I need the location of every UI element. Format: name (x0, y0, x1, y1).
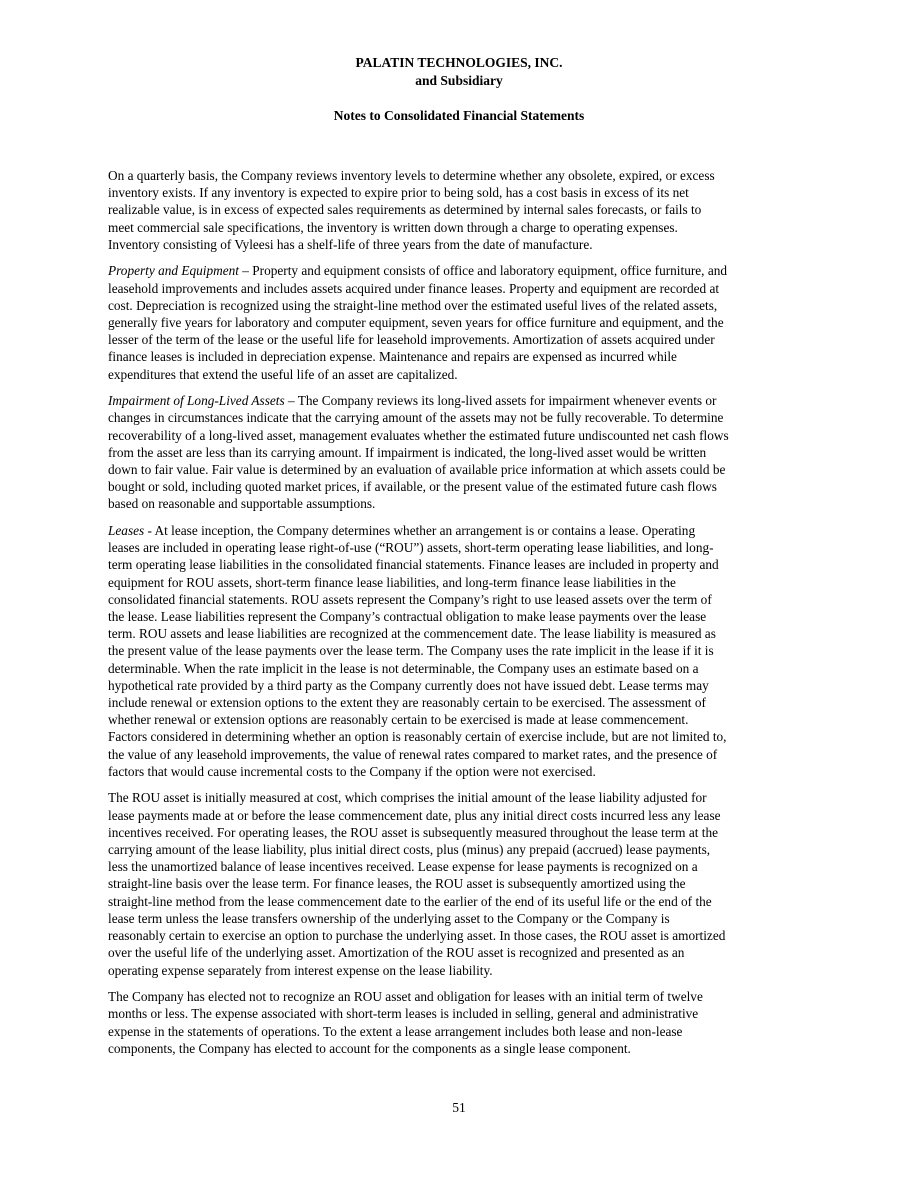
text-line: Factors considered in determining whether an option is reasonably certain of exercise include, but are not limited to, (108, 729, 727, 745)
text-line: include renewal or extension options to the extent they are reasonably certain to be exercised. The assessment of (108, 695, 706, 711)
text-line: term. ROU assets and lease liabilities are recognized at the commencement date. The lease liability is measured as (108, 626, 716, 642)
text-line: components, the Company has elected to account for the components as a single lease component. (108, 1040, 631, 1056)
text-line: consolidated financial statements. ROU assets represent the Company’s right to use leased assets over the term of (108, 591, 712, 607)
text-line: finance leases is included in depreciation expense. Maintenance and repairs are expensed as incurred while (108, 349, 677, 365)
text-line: straight-line method from the lease commencement date to the earlier of the end of its useful life or the end of the (108, 893, 712, 909)
text-line: cost. Depreciation is recognized using the straight-line method over the estimated useful lives of the related assets, (108, 297, 718, 313)
paragraph-impairment (108, 392, 811, 512)
text-line: lease term unless the lease transfers ownership of the underlying asset to the Company or the Company is (108, 910, 670, 926)
text-line: On a quarterly basis, the Company reviews inventory levels to determine whether any obsolete, expired, or excess (108, 168, 715, 183)
paragraph-leases (108, 522, 811, 780)
subsidiary-line: and Subsidiary (415, 73, 503, 88)
text-line: the present value of the lease payments over the lease term. The Company uses the rate implicit in the lease if it is (108, 643, 714, 659)
text-line: expense in the statements of operations. To the extent a lease arrangement includes both lease and non-lease (108, 1023, 683, 1039)
text-line: term operating lease liabilities in the consolidated financial statements. Finance leases are included in property and (108, 557, 719, 573)
text-line: meet commercial sale specifications, the inventory is written down through a charge to operating expenses. (108, 219, 678, 235)
paragraph-heading: Leases (108, 523, 145, 539)
text-line (108, 262, 811, 279)
text-line: The Company has elected not to recognize an ROU asset and obligation for leases with an initial term of twelve (108, 989, 703, 1005)
paragraph-property-equipment (108, 262, 811, 382)
text-line: inventory exists. If any inventory is expected to expire prior to being sold, has a cost basis in excess of its net (108, 185, 689, 201)
paragraph-rou-asset (108, 789, 811, 978)
text-line (108, 392, 811, 409)
text-line: whether renewal or extension options are reasonably certain to be exercised is made at lease commencement. (108, 712, 689, 728)
text-line: equipment for ROU assets, short-term finance lease liabilities, and long-term finance lease liabilities in the (108, 574, 676, 590)
text-line: straight-line basis over the lease term. For finance leases, the ROU asset is subsequently amortized using the (108, 876, 686, 892)
text-line: lease payments made at or before the lease commencement date, plus any initial direct costs incurred less any lease (108, 807, 721, 823)
text-line: based on reasonable and supportable assumptions. (108, 496, 376, 512)
text-line: the lease. Lease liabilities represent the Company’s contractual obligation to make lease payments over the lease (108, 609, 707, 625)
paragraph-short-term-leases (108, 988, 811, 1057)
text-line: expenditures that extend the useful life of an asset are capitalized. (108, 366, 458, 382)
company-name: PALATIN TECHNOLOGIES, INC. (355, 55, 563, 70)
text-line: realizable value, is in excess of expected sales requirements as determined by internal sales forecasts, or fails to (108, 202, 702, 218)
text-line: down to fair value. Fair value is determined by an evaluation of available price information at which assets could be (108, 462, 726, 478)
document-body (108, 167, 811, 1066)
text-line: less the unamortized balance of lease incentives received. Lease expense for lease payments is recognized on a (108, 859, 698, 875)
text-run: – The Company reviews its long-lived assets for impairment whenever events or (284, 393, 717, 409)
text-run: - At lease inception, the Company determines whether an arrangement is or contains a lease. Operating (144, 523, 696, 539)
paragraph-heading: Property and Equipment (108, 263, 239, 279)
text-line: leases are included in operating lease right-of-use (“ROU”) assets, short-term operating lease liabilities, and long- (108, 540, 714, 556)
text-line: leasehold improvements and includes assets acquired under finance leases. Property and equipment are recorded at (108, 280, 720, 296)
text-line: incentives received. For operating leases, the ROU asset is subsequently measured throughout the lease term at the (108, 824, 719, 840)
text-line: determinable. When the rate implicit in the lease is not determinable, the Company uses an estimate based on a (108, 660, 699, 676)
paragraph-inventory (108, 167, 811, 253)
text-line: from the asset are less than its carrying amount. If impairment is indicated, the long-lived asset would be written (108, 444, 707, 460)
text-line: changes in circumstances indicate that the carrying amount of the assets may not be fully recoverable. To determine (108, 410, 724, 426)
text-line: operating expense separately from interest expense on the lease liability. (108, 962, 493, 978)
text-line: carrying amount of the lease liability, plus initial direct costs, plus (minus) any prepaid (accrued) lease payments, (108, 842, 711, 858)
paragraph-heading: Impairment of Long-Lived Assets (108, 393, 285, 409)
text-line: lesser of the term of the lease or the useful life for leasehold improvements. Amortization of assets acquired under (108, 332, 715, 348)
text-line: months or less. The expense associated with short-term leases is included in selling, general and administrative (108, 1006, 699, 1022)
page-number: 51 (452, 1100, 466, 1115)
text-line: bought or sold, including quoted market prices, if available, or the present value of the estimated future cash flows (108, 479, 717, 495)
text-line: factors that would cause incremental costs to the Company if the option were not exercised. (108, 763, 596, 779)
section-title: Notes to Consolidated Financial Statements (333, 108, 585, 123)
text-line (108, 522, 811, 539)
text-line: recoverability of a long-lived asset, management evaluates whether the estimated future undiscounted net cash flows (108, 427, 729, 443)
text-line: reasonably certain to exercise an option to purchase the underlying asset. In those cases, the ROU asset is amortized (108, 928, 726, 944)
text-run: – Property and equipment consists of office and laboratory equipment, office furniture, and (238, 263, 728, 279)
text-line: The ROU asset is initially measured at cost, which comprises the initial amount of the lease liability adjusted for (108, 790, 707, 806)
text-line: hypothetical rate provided by a third party as the Company currently does not have issued debt. Lease terms may (108, 677, 709, 693)
text-line: Inventory consisting of Vyleesi has a shelf-life of three years from the date of manufacture. (108, 236, 593, 252)
text-line: the value of any leasehold improvements, the value of renewal rates compared to market rates, and the presence of (108, 746, 718, 762)
text-line: over the useful life of the underlying asset. Amortization of the ROU asset is recognized and presented as an (108, 945, 685, 961)
text-line: generally five years for laboratory and computer equipment, seven years for office furniture and equipment, and the (108, 315, 724, 331)
